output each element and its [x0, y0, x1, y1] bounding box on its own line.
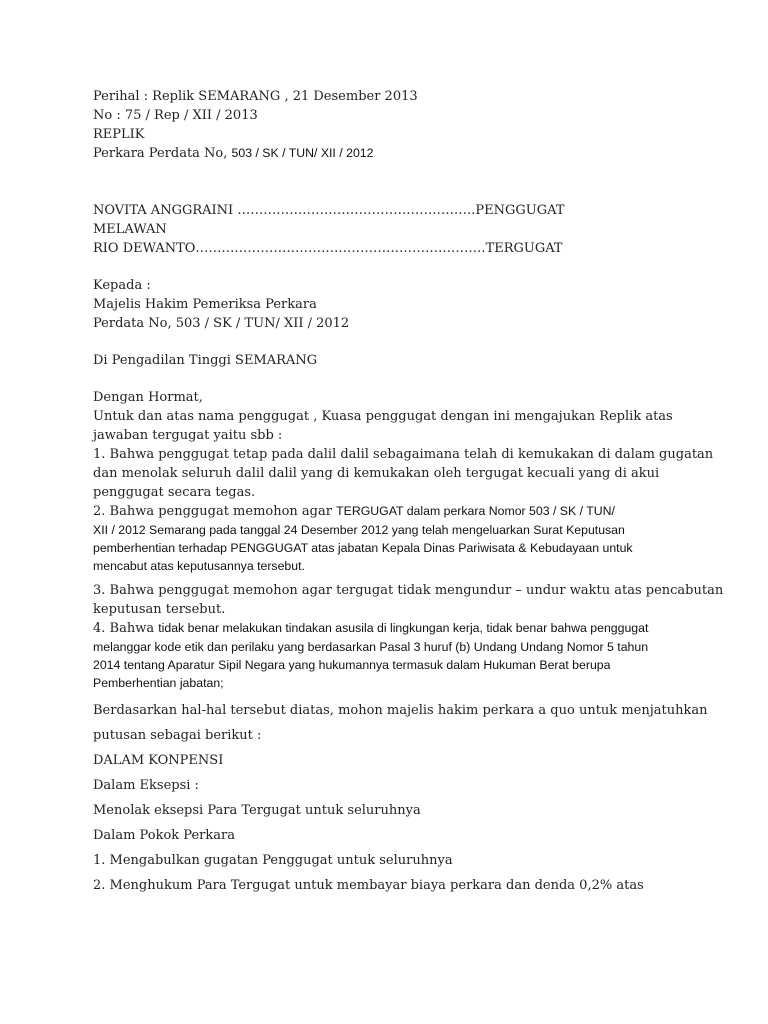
berdasarkan-line-1: Berdasarkan hal-hal tersebut diatas, mohon majelis hakim perkara a quo untuk menjatuhkan: [93, 703, 708, 718]
document-title: REPLIK: [93, 127, 145, 142]
point-2-line-3: pemberhentian terhadap PENGGUGAT atas jabatan Kepala Dinas Pariwisata & Kebudayaan untuk: [93, 541, 633, 555]
point-1-line-3: penggugat secara tegas.: [93, 485, 256, 500]
point-3-line-2: keputusan tersebut.: [93, 602, 226, 617]
point-1-line-1: 1. Bahwa penggugat tetap pada dalil dalil sebagaimana telah di kemukakan di dalam gugatan: [93, 447, 714, 462]
point-2-line-4: mencabut atas keputusannya tersebut.: [93, 559, 305, 573]
point-4-lead: 4. Bahwa: [93, 621, 159, 636]
point-4-line-3: 2014 tentang Aparatur Sipil Negara yang hukumannya termasuk dalam Hukuman Berat berupa: [93, 658, 611, 672]
konpensi-heading: DALAM KONPENSI: [93, 753, 224, 768]
petitum-item-2: 2. Menghukum Para Tergugat untuk membayar biaya perkara dan denda 0,2% atas: [93, 878, 644, 893]
point-4-line-2: melanggar kode etik dan perilaku yang berdasarkan Pasal 3 huruf (b) Undang Undang Nomor 5 tahun: [93, 640, 649, 654]
point-4-tail: tidak benar melakukan tindakan asusila di lingkungan kerja, tidak benar bahwa penggugat: [158, 621, 649, 635]
pengadilan-line: Di Pengadilan Tinggi SEMARANG: [93, 353, 318, 368]
intro-line-2: jawaban tergugat yaitu sbb :: [93, 428, 283, 443]
intro-line-1: Untuk dan atas nama penggugat , Kuasa penggugat dengan ini mengajukan Replik atas: [93, 409, 673, 424]
berdasarkan-line-2: putusan sebagai berikut :: [93, 728, 262, 743]
document-page: [93, 87, 724, 898]
salam-line: Dengan Hormat,: [93, 390, 203, 405]
point-1-line-2: dan menolak seluruh dalil dalil yang di kemukakan oleh tergugat kecuali yang di akui: [93, 466, 660, 481]
point-2-tail: TERGUGAT dalam perkara Nomor 503 / SK / TUN/: [336, 504, 615, 518]
point-4-line-4: Pemberhentian jabatan;: [93, 676, 224, 690]
point-2-line-2: XII / 2012 Semarang pada tanggal 24 Desember 2012 yang telah mengeluarkan Surat Keputusan: [93, 523, 625, 537]
point-2-lead: 2. Bahwa penggugat memohon agar: [93, 504, 337, 519]
point-3-line-1: 3. Bahwa penggugat memohon agar tergugat tidak mengundur – undur waktu atas pencabutan: [93, 583, 724, 598]
kepada-label: Kepada :: [93, 278, 151, 293]
petitum-item-1: 1. Mengabulkan gugatan Penggugat untuk seluruhnya: [93, 853, 453, 868]
menolak-line: Menolak eksepsi Para Tergugat untuk seluruhnya: [93, 803, 421, 818]
party-tergugat: RIO DEWANTO………………………………………………………….TERGUGAT: [93, 241, 563, 256]
party-penggugat: NOVITA ANGGRAINI ……………………………………………….PENGGUGAT: [93, 203, 565, 218]
majelis-line: Majelis Hakim Pemeriksa Perkara: [93, 297, 317, 312]
point-4-line-1: [93, 619, 653, 638]
perkara-line: [93, 144, 653, 163]
perihal-line: Perihal : Replik SEMARANG , 21 Desember 2013: [93, 89, 418, 104]
perdata-line: Perdata No, 503 / SK / TUN/ XII / 2012: [93, 316, 350, 331]
point-2-line-1: [93, 502, 653, 521]
nomor-line: No : 75 / Rep / XII / 2013: [93, 108, 258, 123]
party-melawan: MELAWAN: [93, 222, 167, 237]
eksepsi-heading: Dalam Eksepsi :: [93, 778, 199, 793]
perkara-prefix: Perkara Perdata No,: [93, 146, 232, 161]
perkara-number: 503 / SK / TUN/ XII / 2012: [231, 146, 374, 160]
pokok-perkara-heading: Dalam Pokok Perkara: [93, 828, 235, 843]
